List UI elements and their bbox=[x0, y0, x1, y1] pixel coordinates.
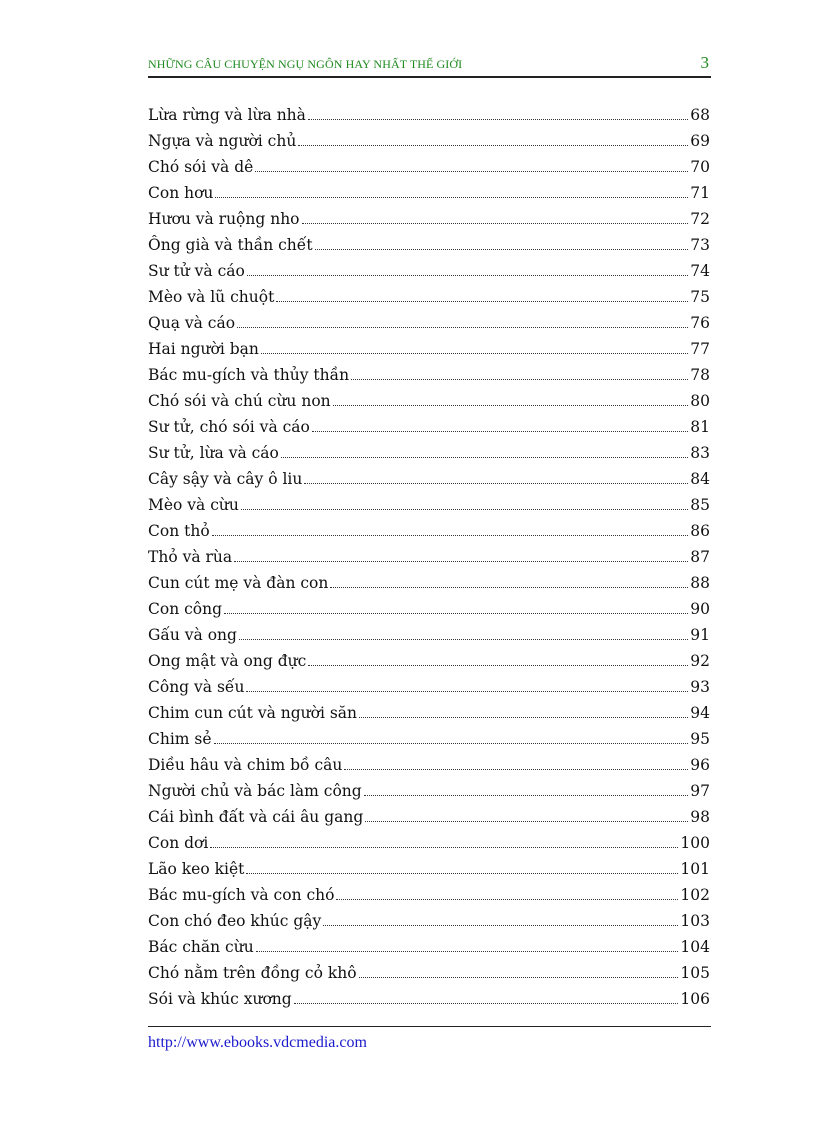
toc-entry-page: 98 bbox=[690, 808, 710, 826]
toc-dot-leader bbox=[365, 820, 688, 822]
toc-entry-page: 78 bbox=[690, 366, 710, 384]
toc-entry-page: 92 bbox=[690, 652, 710, 670]
toc-entry-page: 94 bbox=[690, 704, 710, 722]
toc-dot-leader bbox=[237, 326, 688, 328]
toc-entry[interactable] bbox=[148, 697, 710, 723]
toc-entry-title: Ông già và thần chết bbox=[148, 236, 313, 254]
toc-entry-title: Con dơi bbox=[148, 834, 209, 852]
toc-entry[interactable] bbox=[148, 541, 710, 567]
toc-entry[interactable] bbox=[148, 593, 710, 619]
toc-entry-page: 69 bbox=[690, 132, 710, 150]
toc-entry[interactable] bbox=[148, 255, 710, 281]
toc-entry-page: 88 bbox=[690, 574, 710, 592]
toc-entry[interactable] bbox=[148, 619, 710, 645]
toc-entry[interactable] bbox=[148, 385, 710, 411]
toc-entry[interactable] bbox=[148, 229, 710, 255]
footer-divider bbox=[148, 1026, 711, 1027]
toc-entry-page: 97 bbox=[690, 782, 710, 800]
toc-entry-title: Sói và khúc xương bbox=[148, 990, 292, 1008]
toc-dot-leader bbox=[247, 274, 688, 276]
toc-dot-leader bbox=[330, 586, 688, 588]
toc-entry-title: Công và sếu bbox=[148, 678, 245, 696]
toc-entry-title: Diều hâu và chim bồ câu bbox=[148, 756, 343, 774]
toc-entry-title: Chim cun cút và người săn bbox=[148, 704, 358, 722]
toc-entry[interactable] bbox=[148, 281, 710, 307]
toc-entry[interactable] bbox=[148, 801, 710, 827]
toc-entry-title: Sư tử, lừa và cáo bbox=[148, 444, 279, 462]
toc-entry-title: Cây sậy và cây ô liu bbox=[148, 470, 303, 488]
toc-entry-title: Cun cút mẹ và đàn con bbox=[148, 574, 329, 592]
toc-dot-leader bbox=[239, 638, 688, 640]
toc-dot-leader bbox=[256, 950, 679, 952]
toc-entry-title: Người chủ và bác làm công bbox=[148, 782, 362, 800]
toc-entry-page: 103 bbox=[680, 912, 710, 930]
toc-entry[interactable] bbox=[148, 463, 710, 489]
toc-entry[interactable] bbox=[148, 177, 710, 203]
toc-entry-title: Con hơu bbox=[148, 184, 214, 202]
toc-entry-page: 100 bbox=[680, 834, 710, 852]
toc-dot-leader bbox=[234, 560, 688, 562]
toc-entry[interactable] bbox=[148, 671, 710, 697]
toc-entry-page: 68 bbox=[690, 106, 710, 124]
toc-entry-page: 96 bbox=[690, 756, 710, 774]
toc-dot-leader bbox=[308, 118, 688, 120]
toc-entry-title: Chim sẻ bbox=[148, 730, 212, 748]
toc-entry-title: Gấu và ong bbox=[148, 626, 237, 644]
toc-entry-page: 77 bbox=[690, 340, 710, 358]
toc-dot-leader bbox=[351, 378, 688, 380]
toc-dot-leader bbox=[333, 404, 689, 406]
toc-entry-page: 106 bbox=[680, 990, 710, 1008]
toc-dot-leader bbox=[224, 612, 688, 614]
toc-entry-title: Con công bbox=[148, 600, 223, 618]
toc-entry[interactable] bbox=[148, 125, 710, 151]
toc-entry[interactable] bbox=[148, 489, 710, 515]
toc-entry-page: 83 bbox=[690, 444, 710, 462]
toc-entry[interactable] bbox=[148, 905, 710, 931]
toc-entry-page: 95 bbox=[690, 730, 710, 748]
toc-entry-title: Sư tử và cáo bbox=[148, 262, 245, 280]
toc-entry-page: 93 bbox=[690, 678, 710, 696]
toc-entry[interactable] bbox=[148, 983, 710, 1009]
toc-dot-leader bbox=[246, 690, 688, 692]
toc-entry[interactable] bbox=[148, 151, 710, 177]
toc-entry-page: 102 bbox=[680, 886, 710, 904]
toc-entry-title: Lão keo kiệt bbox=[148, 860, 245, 878]
toc-entry-title: Ngựa và người chủ bbox=[148, 132, 297, 150]
toc-entry[interactable] bbox=[148, 437, 710, 463]
toc-entry-title: Chó nằm trên đồng cỏ khô bbox=[148, 964, 357, 982]
toc-entry-title: Thỏ và rùa bbox=[148, 548, 233, 566]
toc-entry-page: 76 bbox=[690, 314, 710, 332]
toc-entry[interactable] bbox=[148, 879, 710, 905]
toc-entry[interactable] bbox=[148, 359, 710, 385]
toc-entry-title: Con thỏ bbox=[148, 522, 210, 540]
toc-entry-page: 101 bbox=[680, 860, 710, 878]
toc-entry-page: 80 bbox=[690, 392, 710, 410]
toc-entry-title: Quạ và cáo bbox=[148, 314, 236, 332]
toc-dot-leader bbox=[241, 508, 688, 510]
toc-dot-leader bbox=[344, 768, 688, 770]
toc-entry-title: Bác chăn cừu bbox=[148, 938, 254, 956]
toc-entry-page: 75 bbox=[690, 288, 710, 306]
toc-dot-leader bbox=[323, 924, 678, 926]
toc-entry-page: 74 bbox=[690, 262, 710, 280]
toc-entry-page: 87 bbox=[690, 548, 710, 566]
toc-entry-title: Mèo và cừu bbox=[148, 496, 239, 514]
toc-dot-leader bbox=[312, 430, 688, 432]
toc-entry[interactable] bbox=[148, 957, 710, 983]
toc-dot-leader bbox=[281, 456, 688, 458]
toc-entry[interactable] bbox=[148, 723, 710, 749]
toc-entry[interactable] bbox=[148, 645, 710, 671]
book-title: NHỮNG CÂU CHUYỆN NGỤ NGÔN HAY NHẤT THẾ GIỚI bbox=[148, 57, 463, 71]
page-header bbox=[148, 54, 711, 78]
table-of-contents bbox=[148, 99, 710, 1009]
toc-entry-title: Chó sói và dê bbox=[148, 158, 254, 176]
toc-dot-leader bbox=[276, 300, 688, 302]
toc-dot-leader bbox=[359, 716, 688, 718]
toc-dot-leader bbox=[294, 1002, 679, 1004]
toc-entry[interactable] bbox=[148, 827, 710, 853]
toc-entry-page: 81 bbox=[690, 418, 710, 436]
toc-dot-leader bbox=[261, 352, 688, 354]
toc-dot-leader bbox=[359, 976, 679, 978]
toc-entry-title: Hai người bạn bbox=[148, 340, 259, 358]
toc-entry-title: Ong mật và ong đực bbox=[148, 652, 307, 670]
toc-entry-page: 91 bbox=[690, 626, 710, 644]
toc-dot-leader bbox=[255, 170, 688, 172]
toc-entry[interactable] bbox=[148, 203, 710, 229]
toc-entry[interactable] bbox=[148, 99, 710, 125]
toc-dot-leader bbox=[364, 794, 689, 796]
toc-dot-leader bbox=[308, 664, 688, 666]
toc-entry[interactable] bbox=[148, 411, 710, 437]
page-number: 3 bbox=[700, 53, 709, 72]
toc-entry-page: 85 bbox=[690, 496, 710, 514]
toc-entry[interactable] bbox=[148, 307, 710, 333]
toc-entry-title: Bác mu-gích và thủy thần bbox=[148, 366, 350, 384]
toc-entry-title: Sư tử, chó sói và cáo bbox=[148, 418, 310, 436]
toc-entry-title: Hươu và ruộng nho bbox=[148, 210, 300, 228]
toc-entry[interactable] bbox=[148, 567, 710, 593]
toc-dot-leader bbox=[214, 742, 689, 744]
toc-entry[interactable] bbox=[148, 775, 710, 801]
toc-dot-leader bbox=[210, 846, 678, 848]
toc-entry-page: 90 bbox=[690, 600, 710, 618]
toc-entry-page: 84 bbox=[690, 470, 710, 488]
toc-entry-page: 71 bbox=[690, 184, 710, 202]
toc-entry[interactable] bbox=[148, 853, 710, 879]
toc-entry-page: 86 bbox=[690, 522, 710, 540]
toc-entry-page: 72 bbox=[690, 210, 710, 228]
toc-entry[interactable] bbox=[148, 515, 710, 541]
toc-entry-title: Mèo và lũ chuột bbox=[148, 288, 275, 306]
toc-entry-title: Cái bình đất và cái âu gang bbox=[148, 808, 364, 826]
toc-dot-leader bbox=[304, 482, 688, 484]
toc-entry[interactable] bbox=[148, 749, 710, 775]
toc-dot-leader bbox=[212, 534, 689, 536]
toc-dot-leader bbox=[298, 144, 688, 146]
toc-entry-page: 105 bbox=[680, 964, 710, 982]
toc-dot-leader bbox=[315, 248, 689, 250]
toc-entry-title: Bác mu-gích và con chó bbox=[148, 886, 335, 904]
toc-entry-title: Con chó đeo khúc gậy bbox=[148, 912, 322, 930]
toc-dot-leader bbox=[336, 898, 678, 900]
toc-dot-leader bbox=[215, 196, 688, 198]
toc-dot-leader bbox=[302, 222, 689, 224]
toc-entry-page: 70 bbox=[690, 158, 710, 176]
toc-entry-title: Lừa rừng và lừa nhà bbox=[148, 106, 306, 124]
toc-entry-page: 73 bbox=[690, 236, 710, 254]
toc-entry-page: 104 bbox=[680, 938, 710, 956]
toc-dot-leader bbox=[246, 872, 678, 874]
toc-entry[interactable] bbox=[148, 333, 710, 359]
footer-website-link[interactable]: http://www.ebooks.vdcmedia.com bbox=[148, 1034, 367, 1051]
toc-entry-title: Chó sói và chú cừu non bbox=[148, 392, 331, 410]
toc-entry[interactable] bbox=[148, 931, 710, 957]
